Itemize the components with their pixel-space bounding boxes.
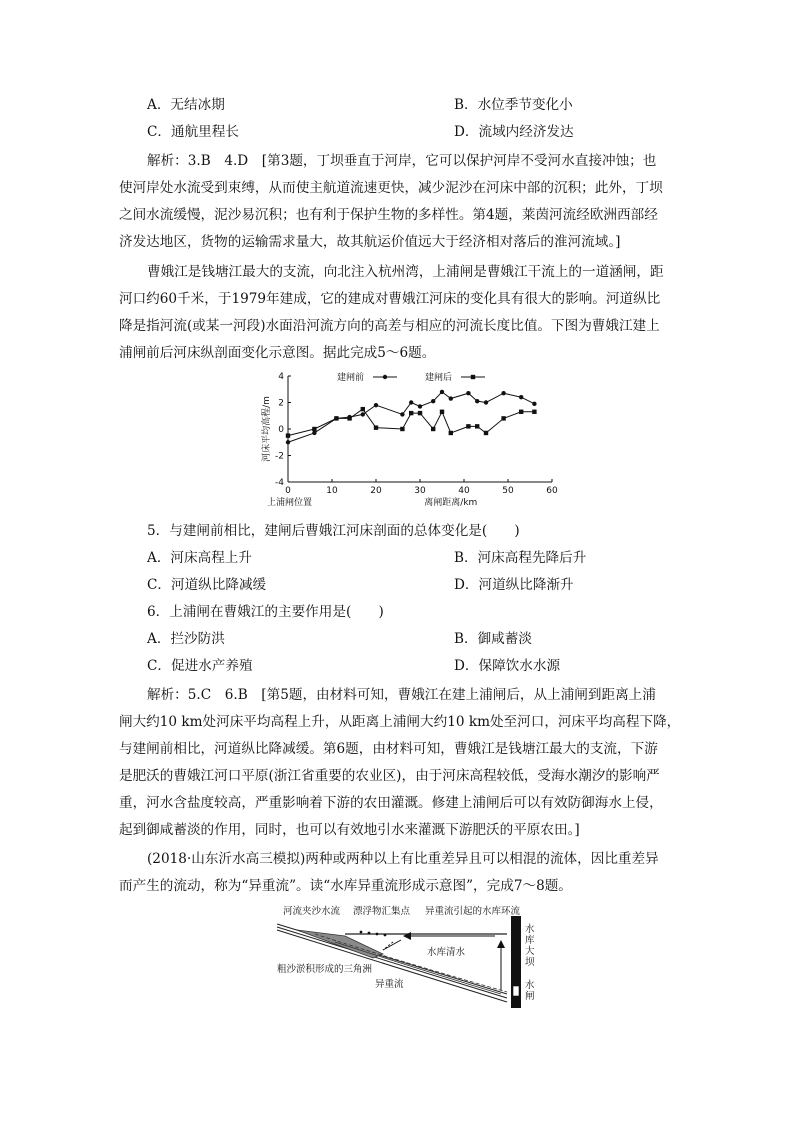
q6-option-a: A．拦沙防洪 <box>147 631 225 647</box>
x-tick-label: 30 <box>414 486 426 496</box>
point-建闸后 <box>431 427 435 431</box>
dam-label-char: 坝 <box>525 957 535 968</box>
material56-line-1: 曹娥江是钱塘江最大的支流，向北注入杭州湾，上浦闸是曹娥江干流上的一道涵闸，距 <box>147 264 664 280</box>
point-建闸前 <box>484 400 488 404</box>
point-建闸前 <box>501 391 505 395</box>
point-建闸前 <box>475 399 479 403</box>
analysis34-line-3: 之间水流缓慢，泥沙易沉积；也有利于保护生物的多样性。第4题，莱茵河流经欧洲西部经 <box>119 207 658 223</box>
label-clear-water: 水库清水 <box>427 947 466 958</box>
analysis34-line-1: 解析：3.B 4.D [第3题，丁坝垂直于河岸，它可以保护河岸不受河水直接冲蚀；也 <box>147 153 657 169</box>
gate-label-char: 水 <box>525 980 535 991</box>
x-tick-label: 10 <box>326 486 338 496</box>
point-建闸前 <box>532 402 536 406</box>
point-建闸前 <box>361 412 365 416</box>
dam-label-char: 水 <box>525 924 535 935</box>
q5-option-b: B．河床高程先降后升 <box>454 550 587 566</box>
point-建闸后 <box>532 410 536 414</box>
legend-label-1: 建闸后 <box>425 373 453 383</box>
point-建闸后 <box>440 410 444 414</box>
dam-label-char: 库 <box>525 935 535 946</box>
point-建闸后 <box>418 411 422 415</box>
q6-option-c: C．促进水产养殖 <box>147 658 253 674</box>
dam-label-char: 大 <box>525 946 535 957</box>
point-建闸后 <box>286 433 290 437</box>
point-建闸后 <box>374 425 378 429</box>
analysis56-line-2: 闸大约10 km处河床平均高程上升，从距离上浦闸大约10 km处至河口，河床平均高程下降， <box>119 714 681 730</box>
x-tick-label: 0 <box>285 486 291 496</box>
analysis56-line-4: 是肥沃的曹娥江河口平原(浙江省重要的农业区)，由于河床高程较低，受海水潮汐的影响严 <box>119 768 660 784</box>
point-建闸前 <box>286 440 290 444</box>
material56-line-4: 浦闸前后河床纵剖面变化示意图。据此完成5～6题。 <box>119 345 436 361</box>
point-建闸后 <box>449 431 453 435</box>
x-tick-label: 40 <box>458 486 470 496</box>
analysis56-line-3: 与建闸前相比，河道纵比降减缓。第6题，由材料可知，曹娥江是钱塘江最大的支流，下游 <box>119 741 658 757</box>
y-tick-label: 4 <box>278 372 284 382</box>
point-建闸后 <box>466 424 470 428</box>
x-tick-label: 20 <box>370 486 382 496</box>
label-density-current: 异重流 <box>375 979 404 990</box>
q3-option-d: D．流域内经济发达 <box>454 124 574 140</box>
q3-option-a: A．无结冰期 <box>147 97 225 113</box>
label-gate <box>525 979 535 1002</box>
point-建闸前 <box>519 395 523 399</box>
q5-option-d: D．河道纵比降渐升 <box>454 577 574 593</box>
analysis34-line-4: 济发达地区，货物的运输需求量大，故其航运价值远大于经济相对落后的淮河流域。] <box>119 234 621 250</box>
analysis56-line-5: 重，河水含盐度较高，严重影响着下游的农田灌溉。修建上浦闸后可以有效防御海水上侵， <box>119 795 663 811</box>
point-建闸前 <box>312 431 316 435</box>
point-建闸后 <box>361 407 365 411</box>
y-tick-label: -4 <box>275 478 284 488</box>
q5-option-c: C．河道纵比降减缓 <box>147 577 267 593</box>
q3-option-b: B．水位季节变化小 <box>454 97 573 113</box>
point-建闸后 <box>312 427 316 431</box>
material78-line-2: 而产生的流动，称为“异重流”。读“水库异重流形成示意图”，完成7～8题。 <box>119 878 572 894</box>
q5-option-a: A．河床高程上升 <box>147 550 252 566</box>
point-建闸后 <box>484 431 488 435</box>
y-tick-label: 0 <box>278 425 284 435</box>
material56-line-3: 降是指河流(或某一河段)水面沿河流方向的高差与相应的河流长度比值。下图为曹娥江建上 <box>119 318 660 334</box>
point-建闸前 <box>466 391 470 395</box>
y-tick-label: -2 <box>275 451 284 462</box>
label-delta: 粗沙淤积形成的三角洲 <box>277 964 373 975</box>
x-tick-label: 50 <box>502 486 514 496</box>
q5-stem: 5．与建闸前相比，建闸后曹娥江河床剖面的总体变化是( ) <box>147 523 520 539</box>
riverbed-profile-chart <box>255 368 565 514</box>
legend-label-0: 建闸前 <box>337 373 365 383</box>
point-建闸后 <box>334 416 338 420</box>
material56-line-2: 河口约60千米，于1979年建成，它的建成对曹娥江河床的变化具有很大的影响。河道纵比 <box>119 291 661 307</box>
legend-marker-0 <box>383 375 387 379</box>
legend-marker-1 <box>471 375 475 379</box>
point-建闸前 <box>409 400 413 404</box>
point-建闸后 <box>475 424 479 428</box>
label-river-sand: 河流夹沙水流 <box>283 906 341 917</box>
y-tick-label: 2 <box>278 398 284 409</box>
point-建闸前 <box>374 403 378 407</box>
point-建闸后 <box>519 410 523 414</box>
label-circulation: 异重流引起的水库环流 <box>425 906 521 917</box>
gate-opening <box>513 986 519 996</box>
point-建闸前 <box>449 396 453 400</box>
series-line-0 <box>288 392 534 442</box>
x-tick-label: 60 <box>546 486 558 496</box>
q6-option-b: B．御咸蓄淡 <box>454 631 532 647</box>
q6-stem: 6．上浦闸在曹娥江的主要作用是( ) <box>147 604 384 620</box>
point-建闸后 <box>409 411 413 415</box>
point-建闸后 <box>347 416 351 420</box>
point-建闸前 <box>440 390 444 394</box>
point-建闸前 <box>400 412 404 416</box>
material78-line-1: (2018·山东沂水高三模拟)两种或两种以上有比重差异且可以相混的流体，因比重差异 <box>147 851 659 867</box>
q6-option-d: D．保障饮水水源 <box>454 658 561 674</box>
analysis56-line-1: 解析：5.C 6.B [第5题，由材料可知，曹娥江在建上浦闸后，从上浦闸到距离上浦 <box>147 687 656 703</box>
label-dam <box>525 923 535 968</box>
label-float-point: 漂浮物汇集点 <box>353 906 411 917</box>
point-建闸前 <box>418 404 422 408</box>
y-axis-label: 河床平均高程/m <box>262 396 272 462</box>
point-建闸后 <box>400 427 404 431</box>
x-axis-label: 离闸距离/km <box>424 498 478 508</box>
reservoir-density-current-diagram <box>275 902 550 1010</box>
point-建闸前 <box>431 399 435 403</box>
point-建闸后 <box>501 416 505 420</box>
analysis34-line-2: 使河岸处水流受到束缚，从而使主航道流速更快，减少泥沙在河床中部的沉积；此外，丁坝 <box>119 180 663 196</box>
origin-label: 上浦闸位置 <box>267 498 313 508</box>
analysis56-line-6: 起到御咸蓄淡的作用，同时，也可以有效地引水来灌溉下游肥沃的平原农田。] <box>119 822 580 838</box>
gate-label-char: 闸 <box>525 991 535 1002</box>
q3-option-c: C．通航里程长 <box>147 124 239 140</box>
